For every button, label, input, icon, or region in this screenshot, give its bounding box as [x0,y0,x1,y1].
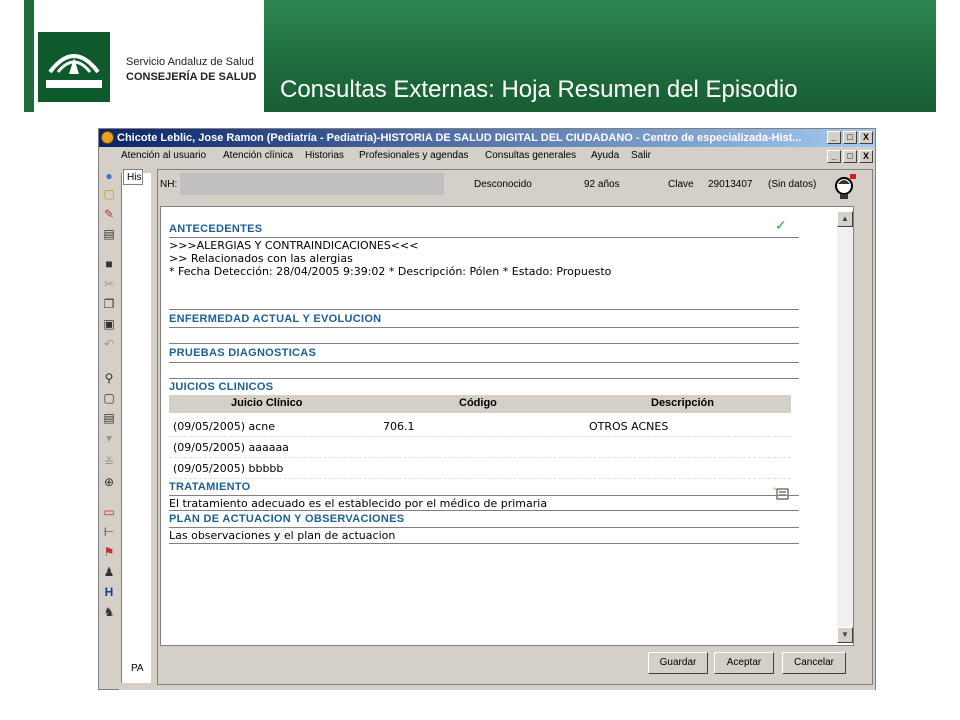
enfermedad-title: ENFERMEDAD ACTUAL Y EVOLUCION [169,313,382,325]
menu-consultas-generales[interactable]: Consultas generales [485,150,577,161]
page-title: Consultas Externas: Hoja Resumen del Episodio [280,76,798,103]
juicios-table-header [169,395,791,413]
stop-icon[interactable]: ■ [105,257,113,271]
table-row[interactable] [169,459,791,479]
juicio-cell: (09/05/2005) aaaaaa [173,441,289,454]
nh-label: NH: [160,179,178,190]
card-icon[interactable]: ▭ [103,505,115,519]
sin-datos: (Sin datos) [768,179,817,190]
clave-value: 29013407 [708,179,753,190]
globe-icon[interactable]: ● [105,169,113,183]
undo-icon[interactable]: ↶ [103,337,115,351]
table-row[interactable] [169,438,791,458]
scroll-up-icon[interactable]: ▲ [837,211,853,227]
divider [169,378,799,379]
antecedentes-line2: >> Relacionados con las alergias [169,252,353,265]
juicio-cell: (09/05/2005) bbbbb [173,462,284,475]
maximize-button[interactable]: □ [843,131,857,144]
menu-atencion-usuario[interactable]: Atención al usuario [121,150,207,161]
banner-left-strip [24,0,34,112]
user-search-icon[interactable]: ♞ [103,605,115,619]
junta-andalucia-logo [38,32,110,102]
juicio-cell: (09/05/2005) acne [173,420,276,433]
svg-text:*: * [773,486,777,494]
side-panel [121,173,151,683]
divider [169,527,799,528]
episode-summary-dialog [157,169,873,685]
cancelar-button[interactable]: Cancelar [782,652,846,674]
patient-status: Desconocido [474,179,532,190]
table-row[interactable] [169,417,791,437]
menu-atencion-clinica[interactable]: Atención clínica [223,150,294,161]
bed-icon[interactable]: ⊢ [103,525,115,539]
logo-line2: CONSEJERÍA DE SALUD [126,71,257,83]
tab-pa[interactable]: PA [131,663,144,674]
summary-content[interactable] [160,206,854,646]
sort-icon[interactable]: ≚ [103,455,115,469]
cut-icon[interactable]: ✂ [103,277,115,291]
copy-icon[interactable]: ❐ [103,297,115,311]
divider [169,327,799,328]
new-doc-icon[interactable]: ▢ [103,187,115,201]
plan-text[interactable]: Las observaciones y el plan de actuacion [169,529,396,542]
menu-salir[interactable]: Salir [631,150,652,161]
mdi-controls [827,150,873,163]
menu-ayuda[interactable]: Ayuda [591,150,620,161]
aceptar-button[interactable]: Aceptar [714,652,774,674]
juicios-title: JUICIOS CLINICOS [169,381,274,393]
menu-profesionales[interactable]: Profesionales y agendas [359,150,469,161]
antecedentes-line1: >>>ALERGIAS Y CONTRAINDICACIONES<<< [169,239,419,252]
divider [169,543,799,544]
antecedentes-title: ANTECEDENTES [169,223,263,235]
tratamiento-text[interactable]: El tratamiento adecuado es el establecido por el médico de primaria [169,497,548,510]
app-window [98,128,876,690]
col-juicio: Juicio Clínico [231,397,303,409]
app-icon [101,131,114,144]
menubar [99,147,875,164]
doctor-avatar-icon[interactable] [834,174,856,200]
codigo-cell: 706.1 [383,420,415,433]
patient-header [158,170,872,206]
vertical-scrollbar[interactable] [837,211,853,643]
tratamiento-title: TRATAMIENTO [169,481,251,493]
pencil-icon[interactable]: ✎ [103,207,115,221]
left-toolbar [99,165,119,690]
flag-icon[interactable]: ⚑ [103,545,115,559]
divider [169,343,799,344]
mdi-close-button[interactable]: X [859,150,873,163]
descripcion-cell: OTROS ACNES [589,420,669,433]
divider [169,510,799,511]
divider [169,495,799,496]
patient-age: 92 años [584,179,620,190]
antecedentes-line3: * Fecha Detección: 28/04/2005 9:39:02 * Descripción: Pólen * Estado: Propuesto [169,265,612,278]
tree-icon[interactable]: ⊕ [103,475,115,489]
col-descripcion: Descripción [651,397,714,409]
pruebas-title: PRUEBAS DIAGNOSTICAS [169,347,317,359]
logo-line1: Servicio Andaluz de Salud [126,56,254,68]
mdi-minimize-button[interactable]: _ [827,150,841,163]
menu-historias[interactable]: Historias [305,150,344,161]
tab-historia[interactable]: His [123,169,143,185]
divider [169,237,799,238]
plan-title: PLAN DE ACTUACION Y OBSERVACIONES [169,513,405,525]
scroll-down-icon[interactable]: ▼ [837,627,853,643]
paste-icon[interactable]: ▣ [103,317,115,331]
window-controls [827,131,873,144]
search-icon[interactable]: ⚲ [104,371,114,385]
window-titlebar[interactable] [99,129,875,147]
close-button[interactable]: X [859,131,873,144]
minimize-button[interactable]: _ [827,131,841,144]
divider [169,362,799,363]
arrow-down-icon[interactable]: ▾ [105,431,113,445]
window-title: Chicote Leblic, Jose Ramon (Pediatría - Pediatria)-HISTORIA DE SALUD DIGITAL DEL CIUDADANO - Centro de especializada-Hist... [117,132,802,144]
page-icon[interactable]: ▢ [103,391,115,405]
archive-icon[interactable]: ▤ [103,227,115,241]
clave-label: Clave [668,179,694,190]
hospital-icon[interactable]: H [104,585,114,599]
col-codigo: Código [459,397,497,409]
guardar-button[interactable]: Guardar [648,652,708,674]
user-icon[interactable]: ♟ [103,565,115,579]
mdi-maximize-button[interactable]: □ [843,150,857,163]
nh-field[interactable] [180,173,444,195]
check-icon: ✓ [775,217,787,233]
pages-icon[interactable]: ▤ [103,411,115,425]
divider [169,309,799,310]
